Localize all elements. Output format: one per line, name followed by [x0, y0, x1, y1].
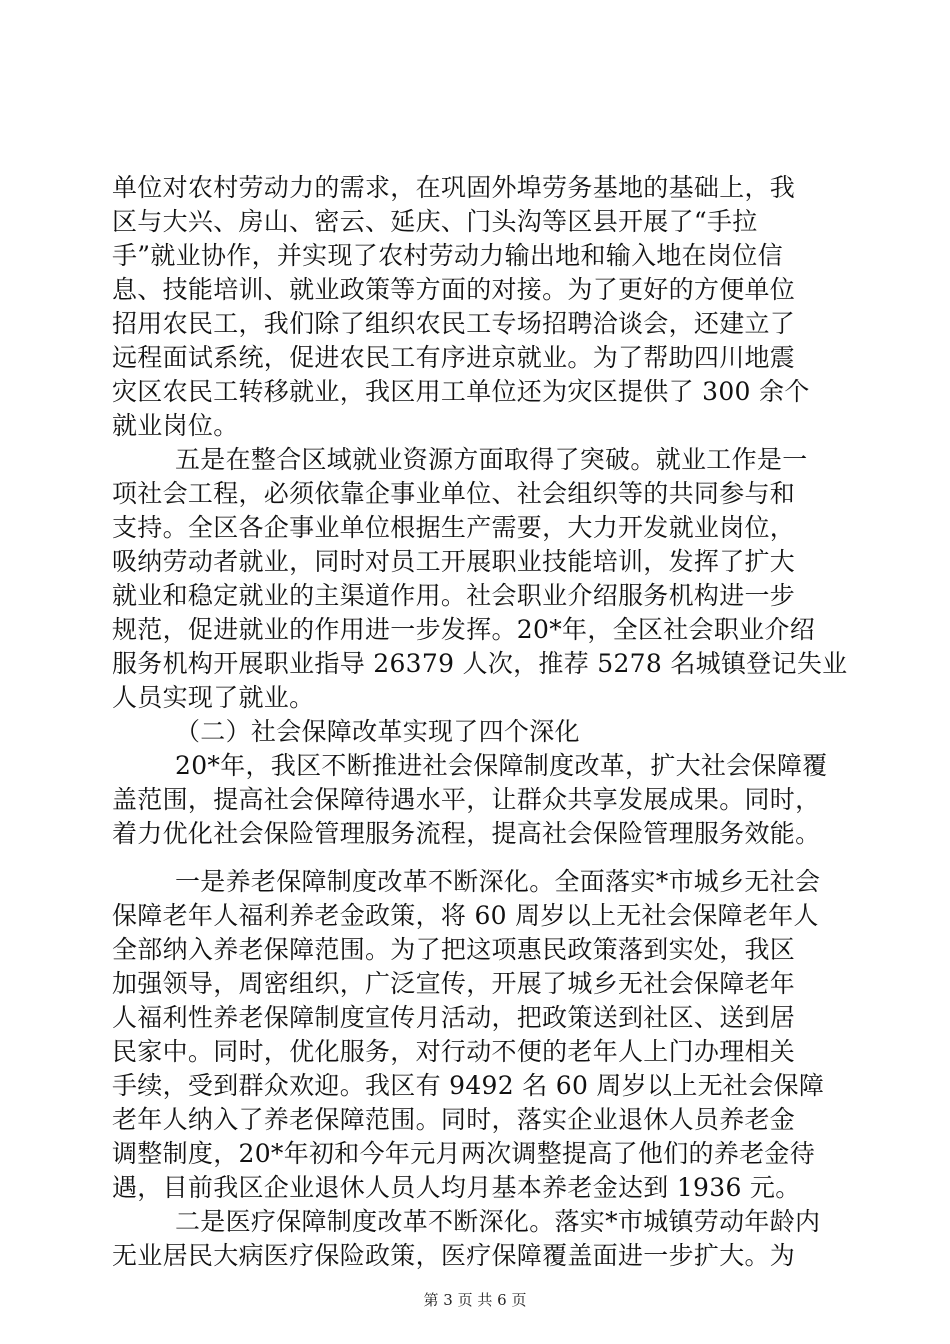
text-line: 就业和稳定就业的主渠道作用。社会职业介绍服务机构进一步: [112, 581, 796, 610]
text-line: 规范，促进就业的作用进一步发挥。20*年，全区社会职业介绍: [112, 615, 816, 644]
paragraph-start-line: 一是养老保障制度改革不断深化。全面落实*市城乡无社会: [175, 867, 821, 896]
text-line: 单位对农村劳动力的需求，在巩固外埠劳务基地的基础上，我: [112, 173, 796, 202]
paragraph-start-line: 五是在整合区域就业资源方面取得了突破。就业工作是一: [175, 445, 808, 474]
text-line: 吸纳劳动者就业，同时对员工开展职业技能培训，发挥了扩大: [112, 547, 796, 576]
text-line: 项社会工程，必须依靠企事业单位、社会组织等的共同参与和: [112, 479, 796, 508]
text-line: 人福利性养老保障制度宣传月活动，把政策送到社区、送到居: [112, 1003, 796, 1032]
section-heading: （二）社会保障改革实现了四个深化: [175, 717, 580, 746]
text-line: 灾区农民工转移就业，我区用工单位还为灾区提供了 300 余个: [112, 377, 810, 406]
text-line: 着力优化社会保险管理服务流程，提高社会保险管理服务效能。: [112, 819, 821, 848]
text-line: 招用农民工，我们除了组织农民工专场招聘洽谈会，还建立了: [112, 309, 796, 338]
text-line: 手续，受到群众欢迎。我区有 9492 名 60 周岁以上无社会保障: [112, 1071, 825, 1100]
text-line: 老年人纳入了养老保障范围。同时，落实企业退休人员养老金: [112, 1105, 796, 1134]
text-line: 民家中。同时，优化服务，对行动不便的老年人上门办理相关: [112, 1037, 796, 1066]
text-line: 盖范围，提高社会保障待遇水平，让群众共享发展成果。同时，: [112, 785, 821, 814]
text-line: 就业岗位。: [112, 411, 239, 440]
text-line: 遇，目前我区企业退休人员人均月基本养老金达到 1936 元。: [112, 1173, 801, 1202]
text-line: 支持。全区各企事业单位根据生产需要，大力开发就业岗位，: [112, 513, 796, 542]
text-line: 调整制度，20*年初和今年元月两次调整提高了他们的养老金待: [112, 1139, 816, 1168]
text-line: 人员实现了就业。: [112, 683, 315, 712]
text-line: 保障老年人福利养老金政策，将 60 周岁以上无社会保障老年人: [112, 901, 819, 930]
text-line: 区与大兴、房山、密云、延庆、门头沟等区县开展了“手拉: [112, 207, 758, 236]
paragraph-start-line: 二是医疗保障制度改革不断深化。落实*市城镇劳动年龄内: [175, 1207, 821, 1236]
text-line: 全部纳入养老保障范围。为了把这项惠民政策落到实处，我区: [112, 935, 796, 964]
paragraph-start-line: 20*年，我区不断推进社会保障制度改革，扩大社会保障覆: [175, 751, 828, 780]
page-footer: 第 3 页 共 6 页: [423, 1291, 527, 1309]
text-line: 无业居民大病医疗保险政策，医疗保障覆盖面进一步扩大。为: [112, 1241, 796, 1270]
text-line: 息、技能培训、就业政策等方面的对接。为了更好的方便单位: [112, 275, 796, 304]
text-line: 手”就业协作，并实现了农村劳动力输出地和输入地在岗位信: [112, 241, 783, 270]
text-line: 加强领导，周密组织，广泛宣传，开展了城乡无社会保障老年: [112, 969, 796, 998]
text-line: 远程面试系统，促进农民工有序进京就业。为了帮助四川地震: [112, 343, 796, 372]
text-line: 服务机构开展职业指导 26379 人次，推荐 5278 名城镇登记失业: [112, 649, 848, 678]
